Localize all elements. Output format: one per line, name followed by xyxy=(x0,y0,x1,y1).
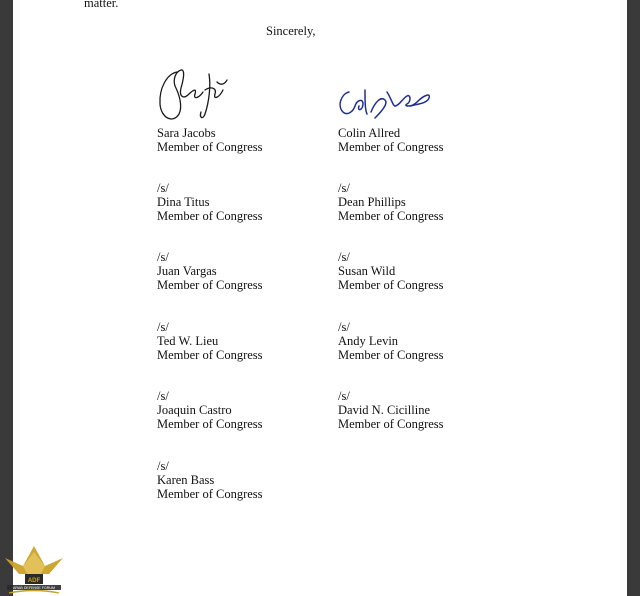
signature-marker: /s/ xyxy=(157,320,169,334)
signatory-block xyxy=(338,250,508,292)
signatory-name: David N. Cicilline xyxy=(338,403,430,417)
signatory-block xyxy=(338,126,508,154)
signature-marker: /s/ xyxy=(338,181,350,195)
signatory-block xyxy=(157,459,327,501)
signatory-name: Joaquin Castro xyxy=(157,403,232,417)
signatory-block xyxy=(157,389,327,431)
signatory-name: Karen Bass xyxy=(157,473,215,487)
signatory-name: Dean Phillips xyxy=(338,195,406,209)
signatory-title: Member of Congress xyxy=(157,209,263,223)
signatory-block xyxy=(338,389,508,431)
signatory-block xyxy=(157,181,327,223)
signatory-title: Member of Congress xyxy=(338,348,444,362)
signatory-title: Member of Congress xyxy=(157,140,263,154)
signatory-block xyxy=(338,320,508,362)
signatory-block xyxy=(157,320,327,362)
signatory-name: Colin Allred xyxy=(338,126,401,140)
signature-marker: /s/ xyxy=(157,181,169,195)
forum-watermark-logo xyxy=(3,544,65,596)
signatory-title: Member of Congress xyxy=(338,278,444,292)
signatory-name: Sara Jacobs xyxy=(157,126,216,140)
signatory-title: Member of Congress xyxy=(157,487,263,501)
signatory-name: Susan Wild xyxy=(338,264,396,278)
document-page xyxy=(13,0,627,596)
signatory-block xyxy=(157,126,327,154)
svg-text:ADF: ADF xyxy=(27,578,41,584)
signature-marker: /s/ xyxy=(157,250,169,264)
signature-marker: /s/ xyxy=(338,250,350,264)
sara-jacobs-signature xyxy=(153,64,233,126)
signatory-title: Member of Congress xyxy=(157,348,263,362)
signatory-title: Member of Congress xyxy=(157,417,263,431)
signature-marker: /s/ xyxy=(338,320,350,334)
signatory-block xyxy=(338,181,508,223)
signatory-name: Andy Levin xyxy=(338,334,399,348)
signatory-title: Member of Congress xyxy=(338,140,444,154)
signatory-name: Juan Vargas xyxy=(157,264,217,278)
signatory-name: Dina Titus xyxy=(157,195,210,209)
signatory-block xyxy=(157,250,327,292)
signatory-title: Member of Congress xyxy=(338,209,444,223)
signature-marker: /s/ xyxy=(338,389,350,403)
signatory-title: Member of Congress xyxy=(157,278,263,292)
signature-marker: /s/ xyxy=(157,459,169,473)
previous-text-line: matter. xyxy=(84,0,119,10)
colin-allred-signature xyxy=(335,82,435,122)
closing-salutation: Sincerely, xyxy=(266,24,316,38)
signatory-name: Ted W. Lieu xyxy=(157,334,219,348)
signature-marker: /s/ xyxy=(157,389,169,403)
signatory-title: Member of Congress xyxy=(338,417,444,431)
svg-text:ARAB DEFENSE FORUM: ARAB DEFENSE FORUM xyxy=(13,586,55,590)
